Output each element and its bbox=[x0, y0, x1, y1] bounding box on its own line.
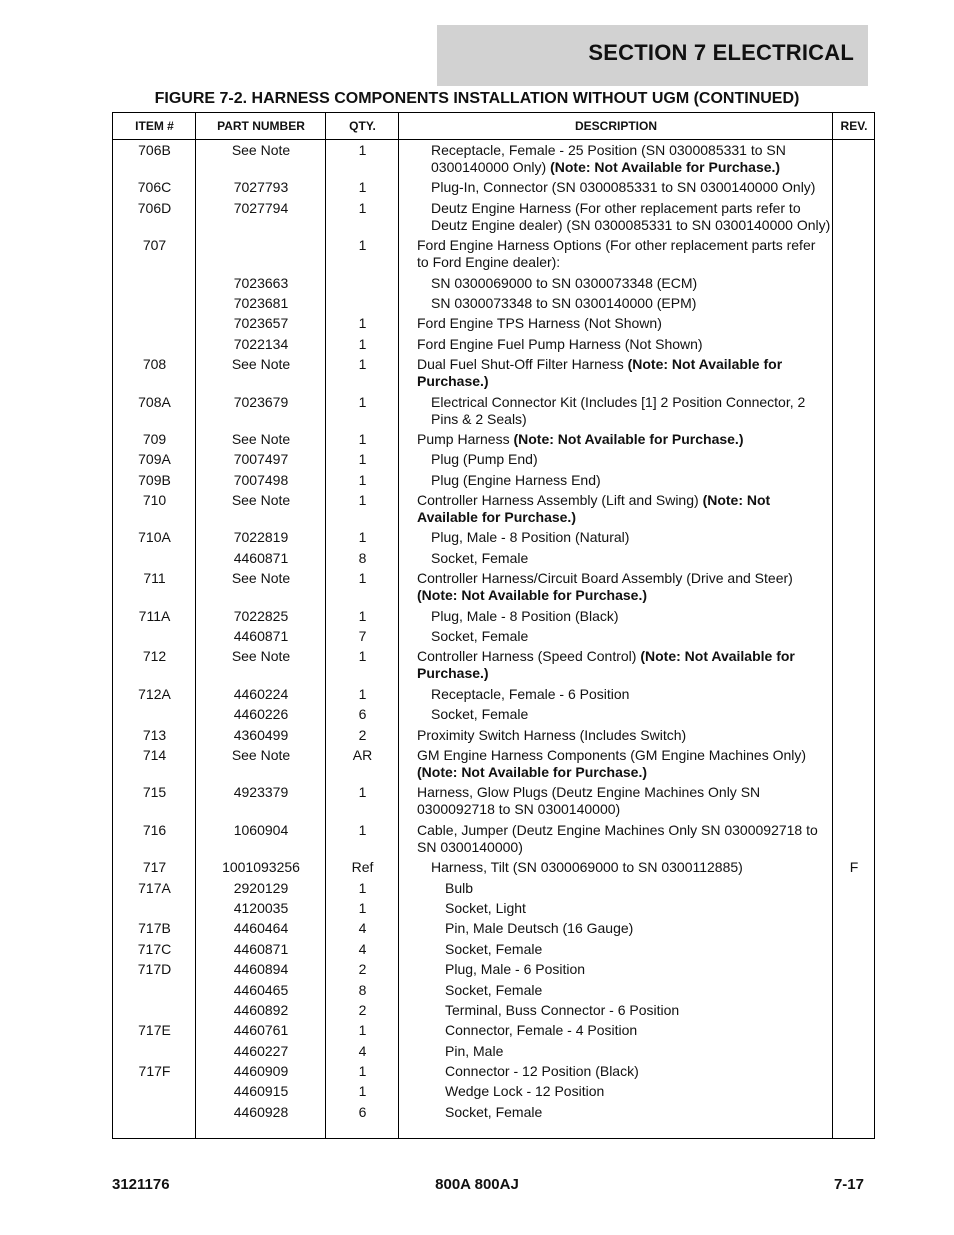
table-row bbox=[113, 725, 874, 745]
quantity-cell: 2 bbox=[358, 961, 367, 978]
quantity-cell: 1 bbox=[358, 430, 367, 447]
description-cell bbox=[431, 275, 831, 292]
description-cell bbox=[445, 1104, 831, 1121]
description-text: Pump Harness bbox=[417, 430, 510, 447]
quantity-cell: 1 bbox=[358, 315, 367, 332]
part-number-cell: 4120035 bbox=[233, 899, 289, 916]
part-number-cell: 7027794 bbox=[233, 199, 289, 216]
description-text: Controller Harness Assembly (Lift and Swing) bbox=[417, 492, 699, 509]
item-number-cell: 717D bbox=[137, 961, 172, 978]
table-row bbox=[113, 1061, 874, 1081]
description-cell bbox=[445, 1022, 831, 1039]
section-title: SECTION 7 ELECTRICAL bbox=[588, 40, 854, 65]
item-number-cell: 709 bbox=[142, 430, 167, 447]
description-cell bbox=[417, 784, 829, 818]
table-row bbox=[113, 392, 874, 429]
description-text: Plug (Engine Harness End) bbox=[431, 471, 601, 488]
description-text: Receptacle, Female - 25 Position (SN 0300085331 to SN 0300140000 Only) bbox=[431, 142, 786, 175]
quantity-cell: 4 bbox=[358, 1042, 367, 1059]
part-number-cell: 4460224 bbox=[233, 685, 289, 702]
quantity-cell: 1 bbox=[358, 899, 367, 916]
item-number-cell: 710A bbox=[138, 529, 171, 546]
description-text: Bulb bbox=[445, 879, 474, 896]
section-header-box bbox=[437, 25, 868, 86]
description-cell bbox=[431, 608, 831, 625]
item-number-cell: 708A bbox=[138, 393, 171, 410]
part-number-cell: 1001093256 bbox=[222, 859, 300, 876]
description-cell bbox=[417, 356, 829, 390]
table-row bbox=[113, 1102, 874, 1122]
part-number-cell: See Note bbox=[231, 142, 291, 158]
description-text: Plug, Male - 6 Position bbox=[445, 961, 586, 978]
item-number-cell: 717C bbox=[137, 940, 172, 957]
part-number-cell: See Note bbox=[231, 648, 291, 665]
quantity-cell: 1 bbox=[358, 335, 367, 352]
item-number-cell: 717E bbox=[138, 1022, 171, 1039]
part-number-cell: 7022825 bbox=[233, 607, 289, 624]
item-number-cell: 713 bbox=[142, 726, 167, 743]
quantity-cell: 1 bbox=[358, 199, 367, 216]
description-text: Plug-In, Connector (SN 0300085331 to SN 0300140000 Only) bbox=[431, 179, 816, 196]
description-cell bbox=[431, 859, 831, 876]
table-row bbox=[113, 1041, 874, 1061]
quantity-cell: 1 bbox=[358, 237, 367, 254]
item-number-cell: 709A bbox=[138, 451, 171, 468]
quantity-cell: 1 bbox=[358, 471, 367, 488]
quantity-cell: 6 bbox=[358, 1103, 367, 1120]
description-text: Proximity Switch Harness (Includes Switch) bbox=[417, 726, 687, 743]
quantity-cell: 1 bbox=[358, 142, 367, 158]
description-text: Electrical Connector Kit (Includes [1] 2 Position Connector, 2 Pins & 2 Seals) bbox=[431, 393, 806, 427]
description-cell bbox=[431, 179, 831, 196]
quantity-cell: 8 bbox=[358, 981, 367, 998]
availability-note: (Note: Not Available for Purchase.) bbox=[417, 763, 648, 780]
table-row bbox=[113, 449, 874, 469]
description-cell bbox=[417, 336, 829, 353]
item-number-cell: 706D bbox=[137, 199, 172, 216]
description-text: Plug, Male - 8 Position (Natural) bbox=[431, 529, 630, 546]
description-text: Controller Harness (Speed Control) bbox=[417, 648, 637, 665]
description-cell bbox=[417, 431, 829, 448]
description-cell bbox=[445, 941, 831, 958]
quantity-cell: 7 bbox=[358, 628, 367, 645]
table-row bbox=[113, 548, 874, 568]
part-number-cell: 7022134 bbox=[233, 335, 289, 352]
description-cell bbox=[431, 529, 831, 546]
description-text: Connector, Female - 4 Position bbox=[445, 1022, 638, 1039]
description-cell bbox=[417, 570, 829, 604]
part-number-cell: See Note bbox=[231, 746, 291, 763]
part-number-cell: 4460928 bbox=[233, 1103, 289, 1120]
column-header-qty: QTY. bbox=[349, 119, 376, 133]
quantity-cell: 1 bbox=[358, 1083, 367, 1100]
description-cell bbox=[417, 822, 829, 856]
description-text: GM Engine Harness Components (GM Engine Machines Only) bbox=[417, 746, 807, 763]
parts-table bbox=[112, 112, 875, 1139]
item-number-cell: 711 bbox=[143, 570, 166, 587]
quantity-cell: 1 bbox=[358, 1063, 367, 1080]
description-text: Ford Engine Harness Options (For other replacement parts refer to Ford Engine dealer): bbox=[417, 237, 816, 271]
item-number-cell: 706B bbox=[138, 142, 171, 158]
availability-note: (Note: Not Available for Purchase.) bbox=[513, 430, 744, 447]
part-number-cell: See Note bbox=[231, 430, 291, 447]
quantity-cell: 1 bbox=[358, 356, 367, 373]
item-number-cell: 712 bbox=[142, 648, 167, 665]
description-text: Plug (Pump End) bbox=[431, 451, 538, 468]
item-number-cell: 717F bbox=[138, 1063, 171, 1080]
description-cell bbox=[417, 315, 829, 332]
table-row bbox=[113, 293, 874, 313]
part-number-cell: 7027793 bbox=[233, 179, 289, 196]
part-number-cell: See Note bbox=[231, 492, 291, 509]
description-text: Cable, Jumper (Deutz Engine Machines Only SN 0300092718 to SN 0300140000) bbox=[417, 821, 818, 855]
table-row bbox=[113, 429, 874, 449]
availability-note: (Note: Not Available for Purchase.) bbox=[417, 356, 783, 390]
description-cell bbox=[445, 961, 831, 978]
description-cell bbox=[431, 295, 831, 312]
description-cell bbox=[445, 1083, 831, 1100]
part-number-cell: 4460915 bbox=[233, 1083, 289, 1100]
quantity-cell: 8 bbox=[358, 549, 367, 566]
table-row bbox=[113, 959, 874, 979]
table-row bbox=[113, 235, 874, 272]
description-text: SN 0300069000 to SN 0300073348 (ECM) bbox=[431, 274, 698, 291]
table-row bbox=[113, 606, 874, 626]
part-number-cell: 4460871 bbox=[233, 549, 289, 566]
table-row bbox=[113, 745, 874, 782]
part-number-cell: See Note bbox=[231, 356, 291, 373]
table-header bbox=[113, 113, 874, 140]
description-cell bbox=[445, 1043, 831, 1060]
part-number-cell: 4460871 bbox=[233, 940, 289, 957]
description-cell bbox=[431, 686, 831, 703]
table-row bbox=[113, 939, 874, 959]
description-text: Plug, Male - 8 Position (Black) bbox=[431, 607, 619, 624]
table-row bbox=[113, 1020, 874, 1040]
table-row bbox=[113, 354, 874, 391]
table-row bbox=[113, 820, 874, 857]
item-number-cell: 717A bbox=[138, 879, 171, 896]
description-text: Terminal, Buss Connector - 6 Position bbox=[445, 1001, 680, 1018]
part-number-cell: 4460227 bbox=[233, 1042, 289, 1059]
quantity-cell: 1 bbox=[358, 648, 367, 665]
table-row bbox=[113, 313, 874, 333]
part-number-cell: 7007498 bbox=[233, 471, 289, 488]
part-number-cell: 7023679 bbox=[233, 393, 289, 410]
description-cell bbox=[431, 451, 831, 468]
item-number-cell: 716 bbox=[142, 821, 167, 838]
part-number-cell: See Note bbox=[231, 570, 291, 587]
table-row bbox=[113, 684, 874, 704]
availability-note: (Note: Not Available for Purchase.) bbox=[417, 648, 795, 682]
part-number-cell: 4460909 bbox=[233, 1063, 289, 1080]
quantity-cell: Ref bbox=[351, 859, 374, 876]
description-text: Socket, Female bbox=[445, 981, 543, 998]
description-text: Connector - 12 Position (Black) bbox=[445, 1063, 639, 1080]
table-row bbox=[113, 704, 874, 724]
model-name: 800A 800AJ bbox=[435, 1176, 519, 1193]
item-number-cell: 717B bbox=[138, 920, 171, 937]
part-number-cell: 7023681 bbox=[233, 294, 289, 311]
quantity-cell: 6 bbox=[358, 706, 367, 723]
description-text: Socket, Female bbox=[445, 940, 543, 957]
quantity-cell: 1 bbox=[358, 179, 367, 196]
item-number-cell: 709B bbox=[138, 471, 171, 488]
description-text: Harness, Glow Plugs (Deutz Engine Machines Only SN 0300092718 to SN 0300140000) bbox=[417, 784, 761, 818]
description-text: Harness, Tilt (SN 0300069000 to SN 0300112885) bbox=[431, 859, 743, 876]
description-cell bbox=[417, 727, 829, 744]
table-row bbox=[113, 857, 874, 877]
quantity-cell: 1 bbox=[358, 821, 367, 838]
description-text: Ford Engine TPS Harness (Not Shown) bbox=[417, 315, 662, 332]
part-number-cell: 4923379 bbox=[233, 784, 289, 801]
quantity-cell: AR bbox=[352, 746, 373, 763]
description-cell bbox=[431, 706, 831, 723]
item-number-cell: 707 bbox=[142, 237, 167, 254]
item-number-cell: 706C bbox=[137, 179, 172, 196]
figure-title: FIGURE 7-2. HARNESS COMPONENTS INSTALLATION WITHOUT UGM (CONTINUED) bbox=[154, 90, 800, 107]
description-text: Controller Harness/Circuit Board Assembly (Drive and Steer) bbox=[417, 570, 793, 587]
part-number-cell: 4460871 bbox=[233, 628, 289, 645]
part-number-cell: 4460892 bbox=[233, 1001, 289, 1018]
part-number-cell: 4460226 bbox=[233, 706, 289, 723]
table-row bbox=[113, 490, 874, 527]
description-text: Socket, Female bbox=[431, 628, 529, 645]
table-row bbox=[113, 878, 874, 898]
table-row bbox=[113, 1081, 874, 1101]
item-number-cell: 717 bbox=[142, 859, 167, 876]
part-number-cell: 4460465 bbox=[233, 981, 289, 998]
table-row bbox=[113, 334, 874, 354]
description-cell bbox=[431, 472, 831, 489]
table-row bbox=[113, 198, 874, 235]
availability-note: (Note: Not Available for Purchase.) bbox=[417, 587, 648, 604]
description-text: Socket, Female bbox=[431, 549, 529, 566]
part-number-cell: 7023657 bbox=[233, 315, 289, 332]
doc-number: 3121176 bbox=[112, 1176, 170, 1193]
table-row bbox=[113, 782, 874, 819]
description-text: Socket, Light bbox=[445, 899, 526, 916]
availability-note: (Note: Not Available for Purchase.) bbox=[550, 159, 781, 175]
table-row bbox=[113, 568, 874, 605]
description-cell bbox=[417, 747, 829, 781]
description-text: Receptacle, Female - 6 Position bbox=[431, 685, 630, 702]
quantity-cell: 1 bbox=[358, 685, 367, 702]
description-cell bbox=[431, 142, 831, 176]
table-row bbox=[113, 646, 874, 683]
description-cell bbox=[431, 550, 831, 567]
description-text: Socket, Female bbox=[431, 706, 529, 723]
description-cell bbox=[431, 394, 831, 428]
item-number-cell: 711A bbox=[138, 607, 171, 624]
quantity-cell: 1 bbox=[358, 393, 367, 410]
part-number-cell: 4360499 bbox=[233, 726, 289, 743]
table-row bbox=[113, 140, 874, 177]
description-cell bbox=[445, 1002, 831, 1019]
part-number-cell: 2920129 bbox=[233, 879, 289, 896]
part-number-cell: 4460761 bbox=[233, 1022, 289, 1039]
description-cell bbox=[431, 628, 831, 645]
part-number-cell: 4460464 bbox=[233, 920, 289, 937]
part-number-cell: 1060904 bbox=[233, 821, 289, 838]
quantity-cell: 1 bbox=[358, 1022, 367, 1039]
table-row bbox=[113, 898, 874, 918]
table-row bbox=[113, 1000, 874, 1020]
table-row bbox=[113, 980, 874, 1000]
quantity-cell: 1 bbox=[358, 607, 367, 624]
quantity-cell: 2 bbox=[358, 1001, 367, 1018]
quantity-cell: 4 bbox=[358, 940, 367, 957]
description-text: Wedge Lock - 12 Position bbox=[445, 1083, 605, 1100]
item-number-cell: 712A bbox=[138, 685, 171, 702]
item-number-cell: 715 bbox=[142, 784, 167, 801]
description-cell bbox=[417, 648, 829, 682]
column-header-rev: REV. bbox=[840, 119, 868, 133]
table-body bbox=[113, 140, 874, 1122]
table-row bbox=[113, 273, 874, 293]
description-text: Deutz Engine Harness (For other replacement parts refer to Deutz Engine dealer) (SN 0300085331 to SN 0300140000 Only) bbox=[431, 199, 831, 233]
column-header-description: DESCRIPTION bbox=[574, 119, 657, 133]
table-row bbox=[113, 918, 874, 938]
availability-note: (Note: Not Available for Purchase.) bbox=[417, 492, 771, 526]
table-row bbox=[113, 470, 874, 490]
quantity-cell: 1 bbox=[358, 784, 367, 801]
part-number-cell: 7022819 bbox=[233, 529, 289, 546]
revision-cell: F bbox=[849, 859, 859, 876]
quantity-cell: 1 bbox=[358, 451, 367, 468]
description-text: Ford Engine Fuel Pump Harness (Not Shown) bbox=[417, 335, 703, 352]
quantity-cell: 1 bbox=[358, 492, 367, 509]
column-header-part-number: PART NUMBER bbox=[217, 119, 305, 133]
description-cell bbox=[417, 237, 829, 271]
description-cell bbox=[445, 1063, 831, 1080]
part-number-cell: 7023663 bbox=[233, 274, 289, 291]
quantity-cell: 1 bbox=[358, 529, 367, 546]
description-text: Pin, Male Deutsch (16 Gauge) bbox=[445, 920, 634, 937]
table-row bbox=[113, 527, 874, 547]
item-number-cell: 714 bbox=[142, 746, 167, 763]
description-text: Dual Fuel Shut-Off Filter Harness bbox=[417, 356, 624, 373]
quantity-cell: 1 bbox=[358, 879, 367, 896]
quantity-cell: 4 bbox=[358, 920, 367, 937]
quantity-cell: 2 bbox=[358, 726, 367, 743]
description-cell bbox=[445, 920, 831, 937]
description-cell bbox=[431, 200, 831, 234]
description-cell bbox=[445, 900, 831, 917]
item-number-cell: 710 bbox=[142, 492, 167, 509]
page-number: 7-17 bbox=[833, 1176, 864, 1193]
description-cell bbox=[417, 492, 829, 526]
part-number-cell: 4460894 bbox=[233, 961, 289, 978]
description-text: SN 0300073348 to SN 0300140000 (EPM) bbox=[431, 294, 697, 311]
part-number-cell: 7007497 bbox=[233, 451, 289, 468]
table-row bbox=[113, 626, 874, 646]
table-row bbox=[113, 177, 874, 197]
quantity-cell: 1 bbox=[358, 570, 367, 587]
item-number-cell: 708 bbox=[142, 356, 167, 373]
description-text: Pin, Male bbox=[445, 1042, 504, 1059]
description-cell bbox=[445, 982, 831, 999]
column-header-item: ITEM # bbox=[135, 119, 174, 133]
description-text: Socket, Female bbox=[445, 1103, 543, 1120]
description-cell bbox=[445, 880, 831, 897]
